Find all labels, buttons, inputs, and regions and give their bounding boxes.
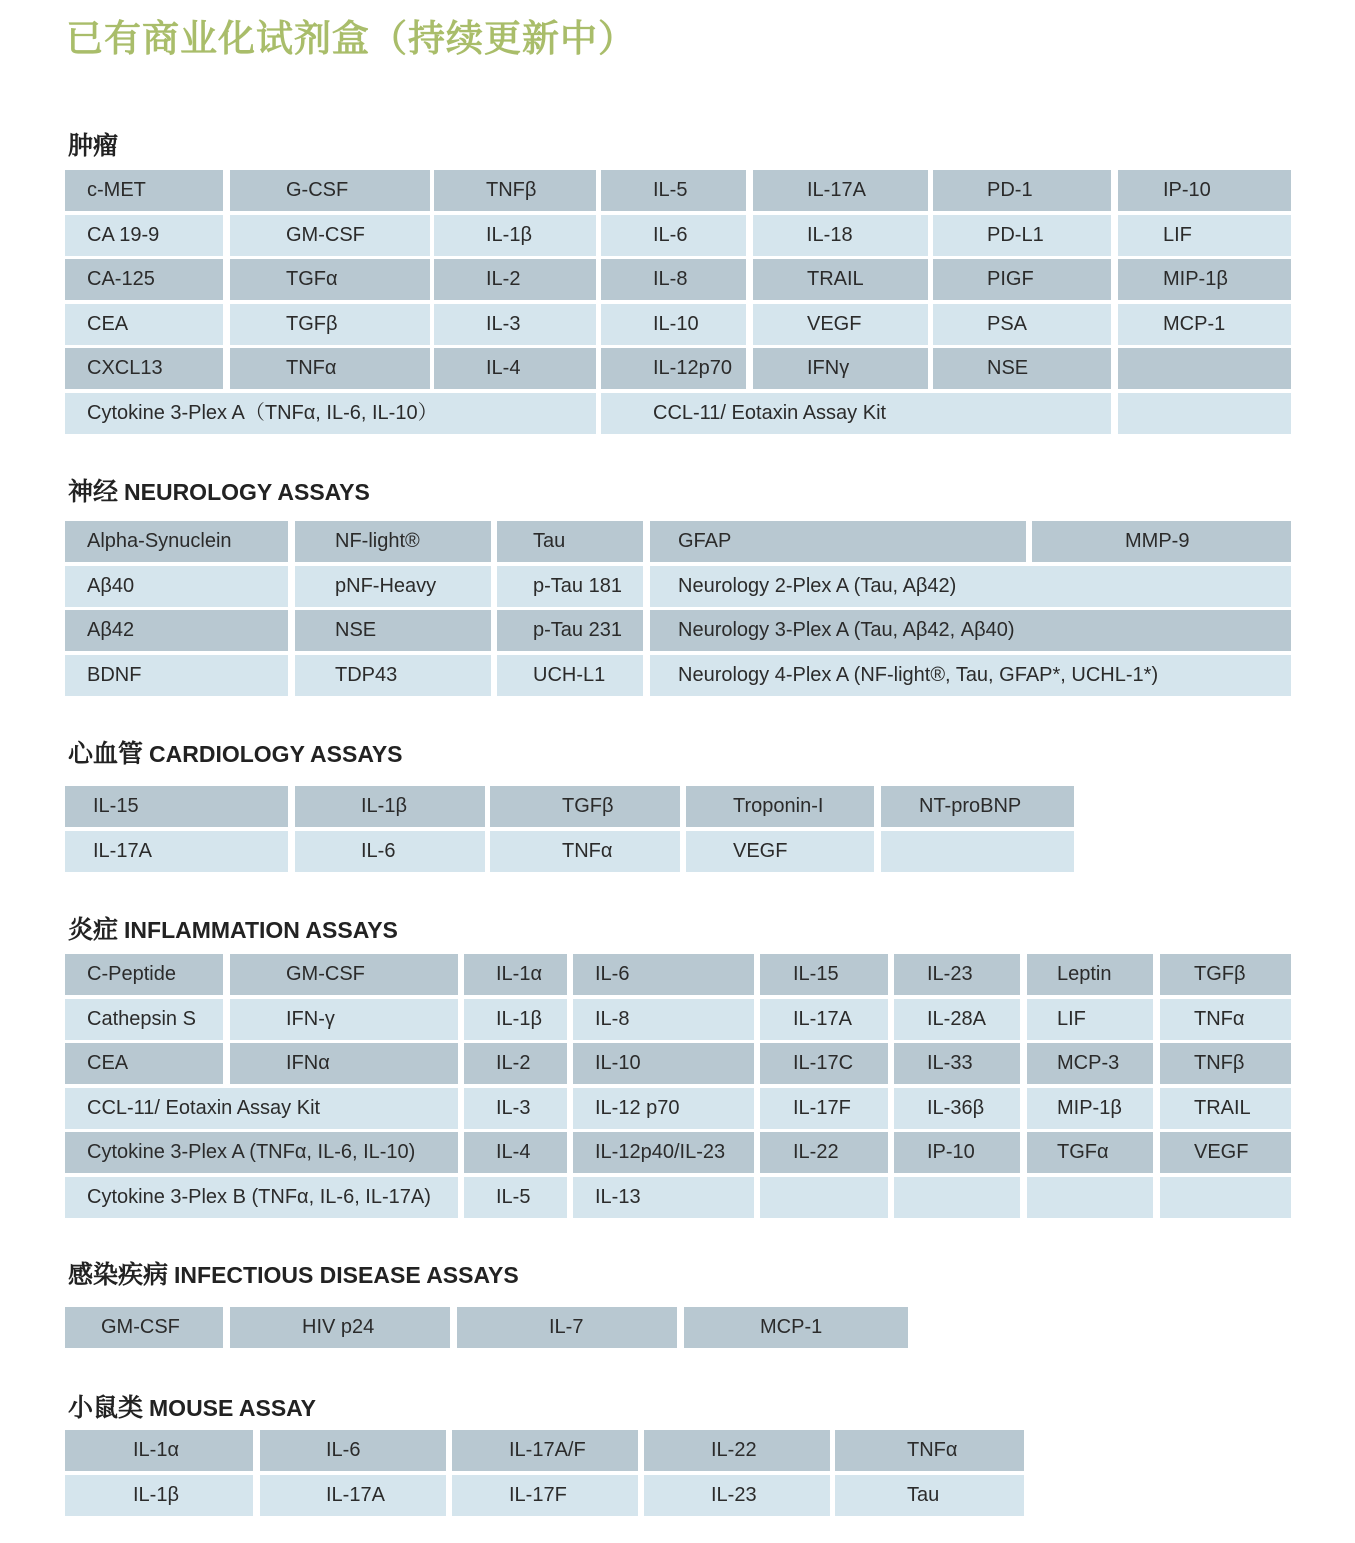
assay-cell: IL-17F — [760, 1088, 888, 1129]
assay-cell: IL-23 — [644, 1475, 830, 1516]
section-title-cn: 心血管 — [68, 740, 144, 768]
section-title-en: NEUROLOGY ASSAYS — [124, 479, 370, 505]
assay-cell: IL-33 — [894, 1043, 1020, 1084]
assay-cell: IFNγ — [753, 348, 928, 389]
assay-cell: IL-6 — [601, 215, 746, 256]
assay-cell: IL-1β — [464, 999, 567, 1040]
section-title-cn: 肿瘤 — [68, 132, 119, 160]
assay-cell: Neurology 2-Plex A (Tau, Aβ42) — [650, 566, 1291, 607]
section-title-en: INFECTIOUS DISEASE ASSAYS — [174, 1262, 519, 1288]
assay-cell: Cytokine 3-Plex A（TNFα, IL-6, IL-10） — [65, 393, 596, 434]
assay-cell: IL-15 — [65, 786, 288, 827]
assay-cell: CA 19-9 — [65, 215, 223, 256]
section-title-cardiology — [68, 734, 403, 770]
assay-cell: IL-1α — [464, 954, 567, 995]
assay-cell: IFN-γ — [230, 999, 458, 1040]
assay-cell: BDNF — [65, 655, 288, 696]
section-title-cn: 小鼠类 — [68, 1394, 144, 1422]
empty-cell — [881, 831, 1074, 872]
empty-cell — [1118, 393, 1291, 434]
assay-cell: PD-1 — [933, 170, 1111, 211]
assay-cell: TNFα — [490, 831, 680, 872]
assay-cell: IL-8 — [601, 259, 746, 300]
assay-cell: Cytokine 3-Plex A (TNFα, IL-6, IL-10) — [65, 1132, 458, 1173]
assay-cell: Neurology 3-Plex A (Tau, Aβ42, Aβ40) — [650, 610, 1291, 651]
empty-cell — [760, 1177, 888, 1218]
assay-cell: LIF — [1118, 215, 1291, 256]
empty-cell — [1160, 1177, 1291, 1218]
assay-cell: IL-2 — [464, 1043, 567, 1084]
assay-cell: GM-CSF — [230, 954, 458, 995]
section-title-tumor — [68, 126, 118, 162]
empty-cell — [1027, 1177, 1153, 1218]
assay-cell: IL-17A — [260, 1475, 446, 1516]
assay-cell: IL-1β — [434, 215, 596, 256]
assay-cell: VEGF — [753, 304, 928, 345]
assay-cell: TGFβ — [1160, 954, 1291, 995]
assay-cell: TDP43 — [295, 655, 491, 696]
assay-cell: IL-1β — [65, 1475, 253, 1516]
section-title-en: INFLAMMATION ASSAYS — [124, 917, 398, 943]
assay-cell: IL-3 — [464, 1088, 567, 1129]
assay-cell: IL-10 — [601, 304, 746, 345]
assay-cell: MCP-1 — [684, 1307, 908, 1348]
assay-cell: IL-12p40/IL-23 — [573, 1132, 754, 1173]
assay-cell: HIV p24 — [230, 1307, 450, 1348]
assay-cell: TNFα — [230, 348, 430, 389]
assay-cell: p-Tau 231 — [497, 610, 643, 651]
assay-cell: CA-125 — [65, 259, 223, 300]
assay-cell: MCP-1 — [1118, 304, 1291, 345]
assay-cell: PD-L1 — [933, 215, 1111, 256]
assay-cell: IL-17A/F — [452, 1430, 638, 1471]
assay-cell: IL-12p70 — [601, 348, 746, 389]
assay-cell: TNFα — [1160, 999, 1291, 1040]
assay-cell: IL-10 — [573, 1043, 754, 1084]
assay-cell: CEA — [65, 304, 223, 345]
assay-cell: TRAIL — [1160, 1088, 1291, 1129]
assay-cell: IL-3 — [434, 304, 596, 345]
assay-cell: Troponin-I — [686, 786, 874, 827]
section-title-en: CARDIOLOGY ASSAYS — [149, 741, 403, 767]
assay-cell: Cytokine 3-Plex B (TNFα, IL-6, IL-17A) — [65, 1177, 458, 1218]
assay-cell: CXCL13 — [65, 348, 223, 389]
assay-cell: LIF — [1027, 999, 1153, 1040]
assay-cell: Cathepsin S — [65, 999, 223, 1040]
assay-cell: VEGF — [1160, 1132, 1291, 1173]
empty-cell — [894, 1177, 1020, 1218]
assay-cell: NSE — [933, 348, 1111, 389]
assay-cell: IL-36β — [894, 1088, 1020, 1129]
assay-cell: Alpha-Synuclein — [65, 521, 288, 562]
assay-cell: IL-23 — [894, 954, 1020, 995]
assay-cell: IL-7 — [457, 1307, 677, 1348]
assay-cell: Tau — [497, 521, 643, 562]
assay-cell: Tau — [835, 1475, 1024, 1516]
assay-cell: PIGF — [933, 259, 1111, 300]
assay-cell: pNF-Heavy — [295, 566, 491, 607]
assay-cell: IL-5 — [601, 170, 746, 211]
assay-cell: IL-5 — [464, 1177, 567, 1218]
assay-cell: TNFβ — [1160, 1043, 1291, 1084]
assay-cell: TGFβ — [230, 304, 430, 345]
assay-cell: IL-15 — [760, 954, 888, 995]
section-title-cn: 神经 — [68, 478, 119, 506]
section-title-cn: 炎症 — [68, 916, 119, 944]
assay-cell: NT-proBNP — [881, 786, 1074, 827]
assay-cell: IL-22 — [644, 1430, 830, 1471]
assay-cell: NSE — [295, 610, 491, 651]
assay-cell: MIP-1β — [1118, 259, 1291, 300]
assay-cell: IL-22 — [760, 1132, 888, 1173]
assay-cell: GFAP — [650, 521, 1026, 562]
assay-cell: C-Peptide — [65, 954, 223, 995]
assay-cell: MIP-1β — [1027, 1088, 1153, 1129]
assay-cell: CEA — [65, 1043, 223, 1084]
section-title-inflammation — [68, 910, 398, 946]
section-title-en: MOUSE ASSAY — [149, 1395, 317, 1421]
assay-cell: IL-1α — [65, 1430, 253, 1471]
assay-cell: IL-17F — [452, 1475, 638, 1516]
page-title: 已有商业化试剂盒（持续更新中） — [66, 18, 636, 59]
assay-cell: c-MET — [65, 170, 223, 211]
assay-cell: PSA — [933, 304, 1111, 345]
assay-cell: MMP-9 — [1032, 521, 1291, 562]
assay-cell: G-CSF — [230, 170, 430, 211]
assay-cell: GM-CSF — [230, 215, 430, 256]
assay-cell: IP-10 — [894, 1132, 1020, 1173]
assay-cell: CCL-11/ Eotaxin Assay Kit — [65, 1088, 458, 1129]
assay-cell: TRAIL — [753, 259, 928, 300]
assay-cell: IL-12 p70 — [573, 1088, 754, 1129]
assay-cell: TNFα — [835, 1430, 1024, 1471]
assay-cell: IL-4 — [464, 1132, 567, 1173]
section-title-mouse — [68, 1388, 316, 1424]
assay-cell: Leptin — [1027, 954, 1153, 995]
assay-cell: IL-6 — [260, 1430, 446, 1471]
assay-cell: CCL-11/ Eotaxin Assay Kit — [601, 393, 1111, 434]
assay-cell: p-Tau 181 — [497, 566, 643, 607]
assay-cell: UCH-L1 — [497, 655, 643, 696]
assay-cell: TGFα — [230, 259, 430, 300]
assay-cell: TNFβ — [434, 170, 596, 211]
assay-cell: IL-6 — [295, 831, 485, 872]
assay-cell: VEGF — [686, 831, 874, 872]
assay-cell: IL-17A — [753, 170, 928, 211]
assay-cell: GM-CSF — [65, 1307, 223, 1348]
assay-cell: IL-28A — [894, 999, 1020, 1040]
assay-cell: IL-13 — [573, 1177, 754, 1218]
assay-cell: IL-2 — [434, 259, 596, 300]
assay-cell: TGFβ — [490, 786, 680, 827]
assay-cell: MCP-3 — [1027, 1043, 1153, 1084]
assay-cell: Aβ40 — [65, 566, 288, 607]
assay-cell: TGFα — [1027, 1132, 1153, 1173]
assay-cell: IL-8 — [573, 999, 754, 1040]
empty-cell — [1118, 348, 1291, 389]
assay-cell: IL-1β — [295, 786, 485, 827]
section-title-cn: 感染疾病 — [68, 1261, 169, 1289]
assay-cell: IFNα — [230, 1043, 458, 1084]
assay-cell: IL-17A — [760, 999, 888, 1040]
assay-cell: IP-10 — [1118, 170, 1291, 211]
assay-cell: IL-6 — [573, 954, 754, 995]
assay-cell: IL-4 — [434, 348, 596, 389]
assay-cell: Neurology 4-Plex A (NF-light®, Tau, GFAP*, UCHL-1*) — [650, 655, 1291, 696]
assay-cell: IL-18 — [753, 215, 928, 256]
assay-cell: NF-light® — [295, 521, 491, 562]
assay-cell: IL-17A — [65, 831, 288, 872]
section-title-neurology — [68, 472, 370, 508]
assay-cell: Aβ42 — [65, 610, 288, 651]
assay-cell: IL-17C — [760, 1043, 888, 1084]
section-title-infectious — [68, 1255, 519, 1291]
